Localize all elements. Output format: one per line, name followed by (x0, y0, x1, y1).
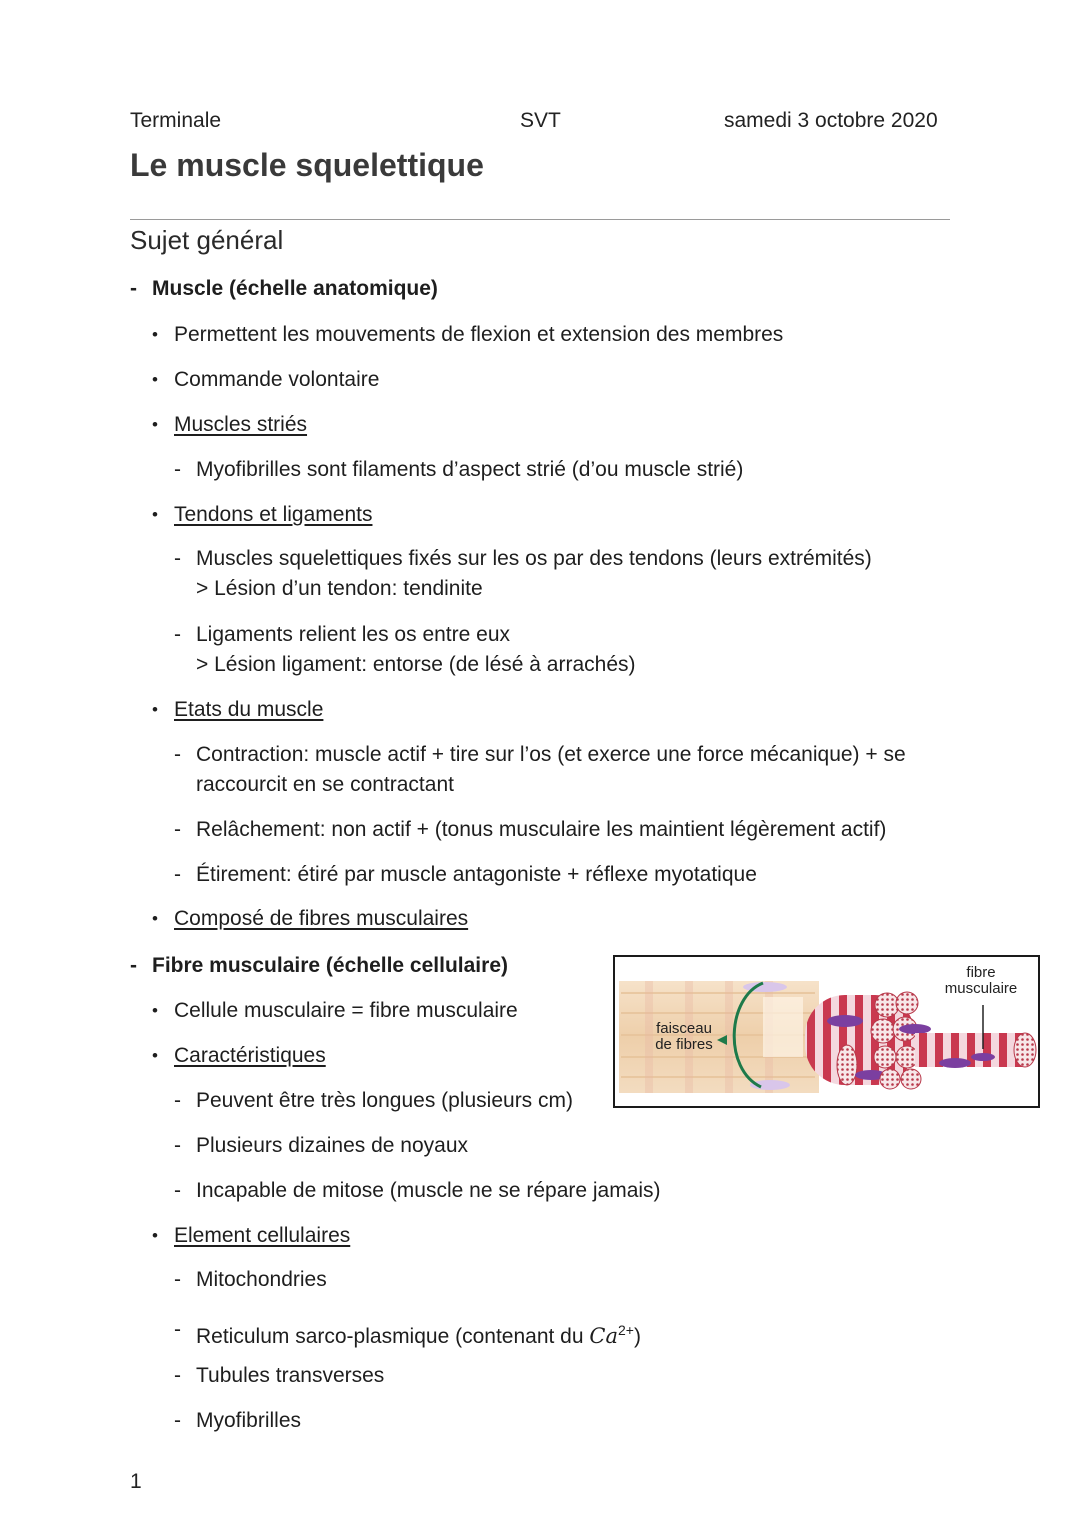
heading-text: Muscle (échelle anatomique) (152, 277, 438, 300)
calcium-charge: 2+ (617, 1322, 634, 1338)
dash-marker: - (130, 954, 137, 977)
closing-paren: ) (633, 1325, 641, 1348)
dash-marker: - (174, 1134, 181, 1157)
dash-marker: - (174, 743, 181, 766)
section-heading: Sujet général (130, 225, 284, 255)
figure-label-fibre (937, 965, 1025, 997)
bullet-marker: • (152, 505, 158, 524)
dash-marker: - (130, 277, 137, 300)
item-text: Commande volontaire (174, 368, 380, 391)
item-text-continuation: > Lésion d’un tendon: tendinite (196, 577, 483, 600)
item-text: Cellule musculaire = fibre musculaire (174, 999, 518, 1022)
item-text: Myofibrilles sont filaments d’aspect strié (d’ou muscle strié) (196, 458, 744, 481)
dash-marker: - (174, 623, 181, 646)
dash-marker: - (174, 1409, 181, 1432)
dash-marker: - (174, 818, 181, 841)
item-text: Muscles squelettiques fixés sur les os par des tendons (leurs extrémités) (196, 547, 872, 570)
bullet-marker: • (152, 415, 158, 434)
bullet-marker: • (152, 1226, 158, 1245)
item-text-continuation: raccourcit en se contractant (196, 773, 454, 796)
item-text: Étirement: étiré par muscle antagoniste + réflexe myotatique (196, 863, 757, 886)
header-date: samedi 3 octobre 2020 (724, 109, 938, 132)
item-text-continuation: > Lésion ligament: entorse (de lésé à arrachés) (196, 653, 636, 676)
header-subject: SVT (520, 109, 561, 132)
label-line: de fibres (655, 1036, 713, 1053)
bullet-marker: • (152, 700, 158, 719)
bullet-marker: • (152, 370, 158, 389)
item-label-underlined: Composé de fibres musculaires (174, 907, 469, 930)
bullet-marker: • (152, 909, 158, 928)
label-line: fibre (966, 964, 996, 981)
label-line: faisceau (656, 1020, 712, 1037)
dash-marker: - (174, 1268, 181, 1291)
item-text: Plusieurs dizaines de noyaux (196, 1134, 468, 1157)
item-text: Mitochondries (196, 1268, 327, 1291)
bullet-marker: • (152, 1001, 158, 1020)
item-label-underlined: Tendons et ligaments (174, 503, 373, 526)
page-title: Le muscle squelettique (130, 147, 484, 183)
item-text: Incapable de mitose (muscle ne se répare jamais) (196, 1179, 661, 1202)
heading-text: Fibre musculaire (échelle cellulaire) (152, 954, 508, 977)
item-text: Reticulum sarco-plasmique (contenant du (196, 1325, 590, 1348)
figure-label-bundle (647, 1021, 721, 1053)
item-label-underlined: Caractéristiques (174, 1044, 326, 1067)
dash-marker: - (174, 458, 181, 481)
title-divider (130, 219, 950, 220)
item-text: Myofibrilles (196, 1409, 302, 1432)
item-label-underlined: Etats du muscle (174, 698, 324, 721)
dash-marker: - (174, 863, 181, 886)
dash-marker: - (174, 547, 181, 570)
item-text: Ligaments relient les os entre eux (196, 623, 511, 646)
header-level: Terminale (130, 109, 222, 132)
item-label-underlined: Muscles striés (174, 413, 308, 436)
label-line: musculaire (944, 980, 1018, 997)
dash-marker: - (174, 1364, 181, 1387)
calcium-symbol: Ca (589, 1324, 618, 1348)
item-text: Relâchement: non actif + (tonus musculaire les maintient légèrement actif) (196, 818, 887, 841)
bullet-marker: • (152, 325, 158, 344)
item-text: Tubules transverses (196, 1364, 385, 1387)
bullet-marker: • (152, 1046, 158, 1065)
item-text-with-formula (196, 1315, 641, 1352)
item-text: Permettent les mouvements de flexion et extension des membres (174, 323, 784, 346)
item-label-underlined: Element cellulaires (174, 1224, 351, 1247)
item-text: Contraction: muscle actif + tire sur l’os (et exerce une force mécanique) + se (196, 743, 906, 766)
page-number: 1 (130, 1470, 142, 1493)
dash-marker: - (174, 1318, 181, 1341)
muscle-fibre-figure (613, 955, 1040, 1108)
dash-marker: - (174, 1089, 181, 1112)
item-text: Peuvent être très longues (plusieurs cm) (196, 1089, 574, 1112)
dash-marker: - (174, 1179, 181, 1202)
